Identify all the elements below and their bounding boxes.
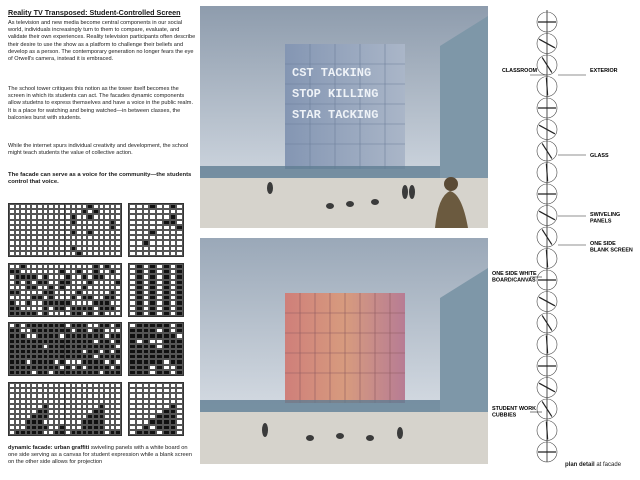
- facade-text-2: STOP KILLING: [292, 87, 379, 101]
- panel-cell: [143, 311, 150, 316]
- swiveling-panel: [546, 78, 547, 96]
- caption-bold: dynamic facade: urban graffiti: [8, 445, 90, 451]
- panel-cell: [163, 370, 170, 375]
- panel-pattern-grid: [64, 322, 122, 376]
- panel-cell: [163, 311, 170, 316]
- panel-cell: [143, 430, 150, 435]
- intro-paragraph: As television and new media become central components in our social world, individuals increasingly turn to them to compare, evaluate, and validate their own experiences. Reality television participants often describe their desire to use the show as a platform to challenge their beliefs and develop as a person. The contemporary generation no longer fears the eye of Orwell's camera, instead it is embraced.: [8, 20, 196, 63]
- panel-cell: [136, 311, 143, 316]
- panel-cell: [149, 251, 156, 256]
- panel-cell: [149, 311, 156, 316]
- panel-pattern-grid: [128, 263, 184, 317]
- panel-pattern-grid: [64, 203, 122, 257]
- plan-caption-text: at facade: [596, 462, 622, 468]
- panel-cell: [170, 251, 177, 256]
- panel-pattern-grid: [8, 203, 66, 257]
- facade-text-1: CST TACKING: [292, 66, 372, 80]
- caption-text: swiveling panels with a white board on one side serving as a canvas for student expression while a blank screen on the other side allows for projection: [8, 445, 192, 466]
- facade-text-3: STAR TACKING: [292, 108, 379, 122]
- panel-cell: [149, 430, 156, 435]
- panel-cell: [143, 251, 150, 256]
- panel-pattern-grid: [8, 382, 66, 436]
- panel-cell: [176, 311, 183, 316]
- collective-paragraph: While the internet spurs individual creativity and development, the school might teach students the value of collective action.: [8, 143, 189, 157]
- panel-cell: [156, 370, 163, 375]
- panel-cell: [156, 430, 163, 435]
- panel-cell: [163, 251, 170, 256]
- label-blank-screen: ONE SIDE BLANK SCREEN: [590, 241, 633, 254]
- panel-pattern-grid: [8, 263, 66, 317]
- panel-cell: [115, 370, 121, 375]
- plan-caption-bold: plan detail: [565, 462, 595, 468]
- panel-pattern-grid: [64, 263, 122, 317]
- panel-pattern-grid: [64, 382, 122, 436]
- panel-cell: [156, 251, 163, 256]
- panel-cell: [149, 370, 156, 375]
- label-classroom: CLASSROOM: [502, 68, 538, 74]
- panel-pattern-grid: [8, 322, 66, 376]
- rendering-top: [200, 6, 488, 228]
- rendering-bottom: [200, 238, 488, 464]
- label-exterior: EXTERIOR: [590, 68, 618, 74]
- tower-paragraph: The school tower critiques this notion as the tower itself becomes the screen in which its students can act. The facades dynamic components allow studetns to express themselves and have a voice in the public realm. It is a place for watching and being watched—in between classes, the balconies burst with students.: [8, 86, 194, 121]
- callout-text: The facade can serve as a voice for the community—the students control that voice.: [8, 172, 192, 186]
- panel-pattern-grid: [128, 203, 184, 257]
- panel-cell: [115, 251, 121, 256]
- panel-cell: [115, 311, 121, 316]
- panel-cell: [170, 430, 177, 435]
- panel-cell: [156, 311, 163, 316]
- panel-cell: [136, 370, 143, 375]
- panel-cell: [143, 370, 150, 375]
- swiveling-panel: [546, 250, 547, 268]
- panel-cell: [136, 430, 143, 435]
- panel-cell: [136, 251, 143, 256]
- panel-cell: [163, 430, 170, 435]
- panel-cell: [129, 311, 136, 316]
- panel-cell: [129, 430, 136, 435]
- page-title: Reality TV Transposed: Student-Controlled Screen: [8, 8, 181, 17]
- panel-cell: [129, 251, 136, 256]
- swiveling-panel: [546, 336, 547, 354]
- panel-cell: [115, 430, 121, 435]
- swiveling-panel: [546, 164, 547, 182]
- panel-pattern-grid: [128, 322, 184, 376]
- panel-cell: [129, 370, 136, 375]
- swiveling-panel: [546, 422, 547, 440]
- label-cubbies: STUDENT WORK CUBBIES: [492, 406, 537, 419]
- plan-caption: [565, 462, 621, 468]
- panel-cell: [176, 370, 183, 375]
- panel-cell: [170, 311, 177, 316]
- diagram-caption: [8, 445, 198, 467]
- panel-cell: [176, 430, 183, 435]
- label-swiveling: SWIVELING PANELS: [590, 212, 621, 225]
- panel-pattern-grid: [128, 382, 184, 436]
- label-glass: GLASS: [590, 153, 609, 159]
- label-whiteboard: ONE SIDE WHITE BOARD/CANVAS: [492, 271, 537, 284]
- panel-cell: [170, 370, 177, 375]
- plan-detail-diagram: [490, 0, 640, 470]
- panel-cell: [176, 251, 183, 256]
